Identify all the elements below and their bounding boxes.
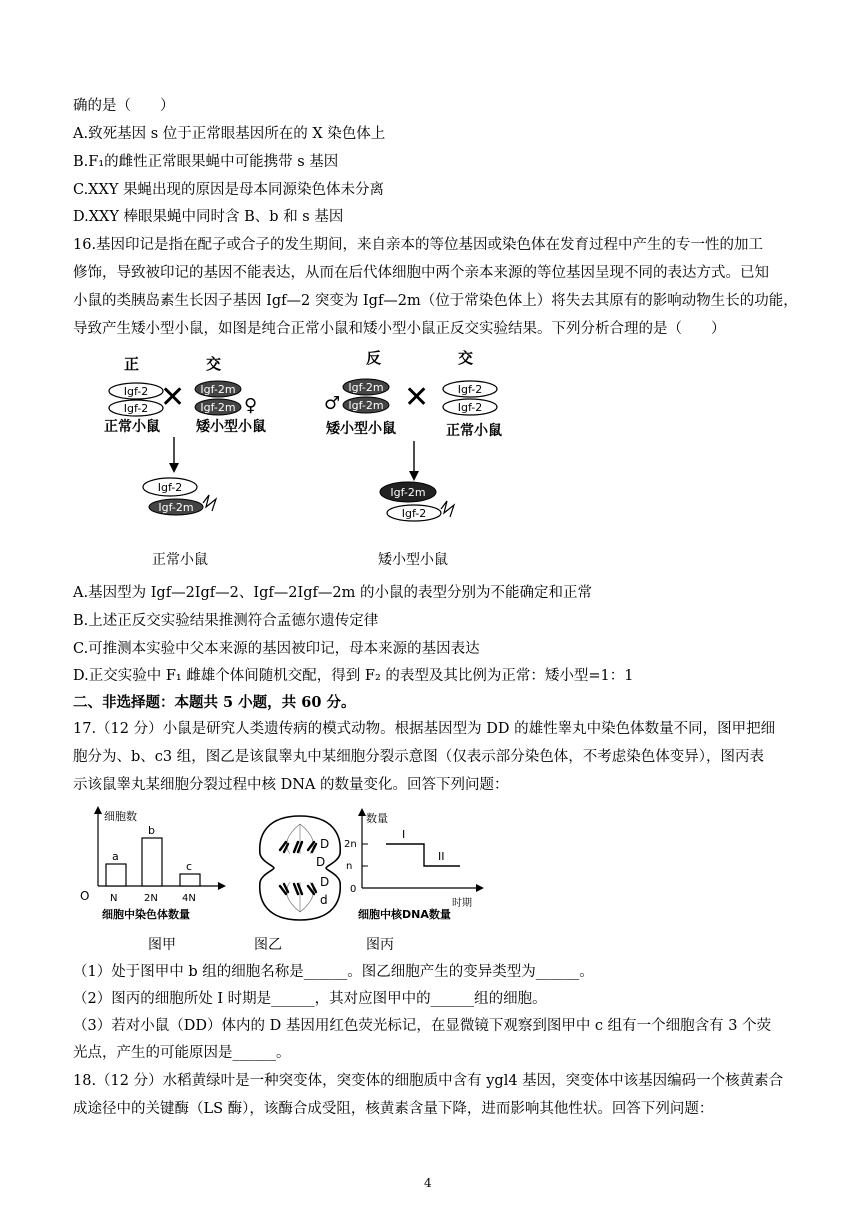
fig-jia-bar-label-c: c [186, 860, 193, 873]
q18-stem-line2: 成途径中的关键酶（LS 酶），该酶合成受阻，核黄素含量下降，进而影响其他性状。回答下列问题： [73, 1101, 714, 1117]
normal-mouse-label: 正常小鼠 [104, 419, 160, 435]
gene-label: Igf-2 [401, 507, 427, 520]
fig-jia-x-tick-2n: 2N [144, 893, 158, 904]
fig-jia-bar-label-b: b [148, 824, 155, 837]
q16-stem-line3: 小鼠的类胰岛素生长因子基因 Igf—2 突变为 Igf—2m（位于常染色体上）将失去其原有的影响动物生长的功能， [73, 293, 798, 309]
fig-yi-gene-label-3: D [320, 875, 330, 889]
forward-label-1: 正 [124, 355, 140, 373]
normal-mouse-label: 正常小鼠 [446, 423, 502, 439]
q15-option-b: B.F₁的雌性正常眼果蝇中可能携带 s 基因 [73, 154, 339, 170]
gene-label: Igf-2 [457, 383, 483, 396]
fig-yi-gene-label-4: d [320, 893, 328, 907]
cross-symbol: ✕ [160, 380, 186, 415]
reverse-offspring-chromosomes [380, 482, 454, 521]
reverse-mother-chromosomes [443, 381, 497, 415]
reverse-father-chromosomes [343, 379, 389, 413]
dwarf-mouse-label: 矮小型小鼠 [326, 421, 396, 437]
gene-label: Igf-2m [348, 399, 384, 412]
fig-bing-y-label: 数量 [366, 812, 388, 825]
forward-mother-chromosomes [195, 381, 241, 415]
q15-option-a: A.致死基因 s 位于正常眼基因所在的 X 染色体上 [73, 126, 386, 142]
gene-label: Igf-2m [158, 501, 194, 514]
gene-label: Igf-2m [348, 381, 384, 394]
page-number: 4 [424, 1176, 432, 1190]
fig-jia-caption: 图甲 [148, 937, 176, 953]
q15-option-c: C.XXY 果蝇出现的原因是母本同源染色体未分离 [73, 182, 385, 198]
fig-bing-time-label: 时期 [452, 898, 472, 909]
gene-label: Igf-2 [123, 385, 149, 398]
fig-jia-bar-label-a: a [112, 850, 119, 863]
q17-sub3-line1: （3）若对小鼠（DD）体内的 D 基因用红色荧光标记，在显微镜下观察到图甲中 c 组有一个细胞含有 3 个荧 [73, 1018, 772, 1034]
q15-option-d: D.XXY 棒眼果蝇中同时含 B、b 和 s 基因 [73, 209, 344, 225]
q16-stem-line1: 16.基因印记是指在配子或合子的发生期间，来自亲本的等位基因或染色体在发育过程中产生的专一性的加工 [73, 237, 764, 253]
fig-bing-y-tick-0: 0 [350, 884, 357, 895]
fig-jia-bar-chart [76, 806, 236, 928]
q16-cross-figure [96, 345, 516, 535]
fig-jia-bar-b [142, 838, 162, 886]
gene-label: Igf-2m [200, 383, 236, 396]
q17-sub3-line2: 光点，产生的可能原因是______。 [73, 1045, 291, 1061]
fig-bing-phase-1: I [402, 828, 406, 841]
q16-offspring-caption-reverse: 矮小型小鼠 [378, 552, 448, 568]
male-symbol: ♂ [324, 393, 341, 414]
cross-symbol: ✕ [404, 380, 430, 415]
q17-stem-line2: 胞分为、b、c3 组，图乙是该鼠睾丸中某细胞分裂示意图（仅表示部分染色体，不考虑染色体变异），图丙表 [73, 749, 764, 765]
fig-jia-bar-a [106, 864, 126, 886]
gene-label: Igf-2 [157, 481, 183, 494]
reverse-label-1: 反 [366, 349, 382, 367]
q16-offspring-caption-forward: 正常小鼠 [152, 552, 208, 568]
fig-bing-dna-line [386, 844, 460, 866]
fig-yi-gene-label-1: D [320, 837, 330, 851]
fig-bing-y-tick-2n: 2n [344, 839, 357, 850]
q16-stem-line4: 导致产生矮小型小鼠，如图是纯合正常小鼠和矮小型小鼠正反交实验结果。下列分析合理的是（ ） [73, 321, 726, 337]
q15-stem-end: 确的是（ ） [73, 98, 175, 114]
q16-option-b: B.上述正反交实验结果推测符合孟德尔遗传定律 [73, 613, 379, 629]
gene-label: Igf-2m [200, 401, 236, 414]
q16-option-a: A.基因型为 Igf—2Igf—2、Igf—2Igf—2m 的小鼠的表型分别为不能确定和正常 [73, 585, 592, 601]
q16-option-c: C.可推测本实验中父本来源的基因被印记，母本来源的基因表达 [73, 641, 480, 657]
fig-jia-x-label: 细胞中染色体数量 [102, 908, 190, 921]
fig-bing-y-tick-n: n [346, 861, 353, 872]
q17-stem-line1: 17.（12 分）小鼠是研究人类遗传病的模式动物。根据基因型为 DD 的雄性睾丸中染色体数量不同，图甲把细 [73, 721, 776, 737]
q16-stem-line2: 修饰，导致被印记的基因不能表达，从而在后代体细胞中两个亲本来源的等位基因呈现不同的表达方式。已知 [73, 265, 769, 281]
imprint-mark [441, 501, 454, 517]
q16-option-d: D.正交实验中 F₁ 雌雄个体间随机交配，得到 F₂ 的表型及其比例为正常：矮小型=1：1 [73, 668, 634, 684]
forward-label-2: 交 [206, 355, 222, 373]
forward-offspring-chromosomes [143, 478, 216, 515]
fig-yi-caption: 图乙 [254, 937, 282, 953]
gene-label: Igf-2 [123, 402, 149, 415]
fig-bing-phase-2: II [438, 850, 445, 863]
gene-label: Igf-2m [390, 486, 426, 499]
section-heading: 二、非选择题：本题共 5 小题，共 60 分。 [73, 694, 356, 711]
fig-jia-x-tick-n: N [110, 893, 118, 904]
forward-father-chromosomes [109, 383, 163, 416]
q17-sub2: （2）图丙的细胞所处 I 时期是______，其对应图甲中的______组的细胞。 [73, 991, 547, 1007]
fig-bing-caption: 图丙 [366, 937, 394, 953]
imprint-mark [203, 495, 216, 511]
q17-sub1: （1）处于图甲中 b 组的细胞名称是______。图乙细胞产生的变异类型为______。 [73, 964, 594, 980]
q18-stem-line1: 18.（12 分）水稻黄绿叶是一种突变体，突变体的细胞质中含有 ygl4 基因，突变体中该基因编码一个核黄素合 [73, 1073, 784, 1089]
fig-bing-line-chart [340, 806, 490, 928]
female-symbol: ♀ [244, 395, 258, 416]
fig-jia-x-tick-4n: 4N [182, 893, 196, 904]
gene-label: Igf-2 [457, 401, 483, 414]
dwarf-mouse-label: 矮小型小鼠 [196, 419, 266, 435]
fig-jia-y-label: 细胞数 [104, 810, 137, 823]
fig-bing-x-label: 细胞中核DNA数量 [358, 908, 451, 921]
q17-stem-line3: 示该鼠睾丸某细胞分裂过程中核 DNA 的数量变化。回答下列问题： [73, 777, 509, 793]
fig-jia-origin: O [80, 889, 90, 903]
reverse-label-2: 交 [458, 349, 474, 367]
fig-jia-bar-c [180, 874, 200, 886]
fig-yi-gene-label-2: D [316, 855, 326, 869]
